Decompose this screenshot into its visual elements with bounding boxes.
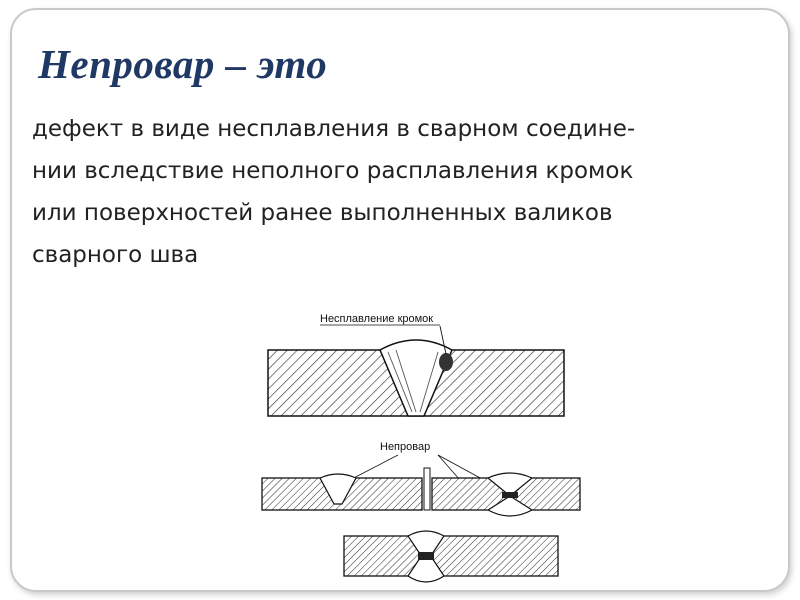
top-plate (268, 326, 564, 416)
weld-diagram (248, 300, 588, 596)
definition-line-2: нии вследствие неполного расплавления кромок (32, 158, 634, 184)
middle-plates (262, 468, 580, 516)
weld-defect-figure (248, 300, 588, 596)
bottom-plate (344, 531, 558, 582)
label-incomplete-fusion: Несплавление кромок (320, 313, 434, 325)
definition-line-3: или поверхностей ранее выполненных валиков (32, 200, 613, 226)
definition-line-4: сварного шва (32, 242, 199, 268)
label-incomplete-penetration: Непровар (380, 441, 431, 453)
fusion-defect-mark (439, 353, 453, 371)
definition-line-1: дефект в виде несплавления в сварном соедине- (32, 116, 636, 142)
slide-frame (10, 8, 790, 592)
slide-title: Непровар – это (38, 41, 328, 87)
definition-text (32, 108, 780, 276)
